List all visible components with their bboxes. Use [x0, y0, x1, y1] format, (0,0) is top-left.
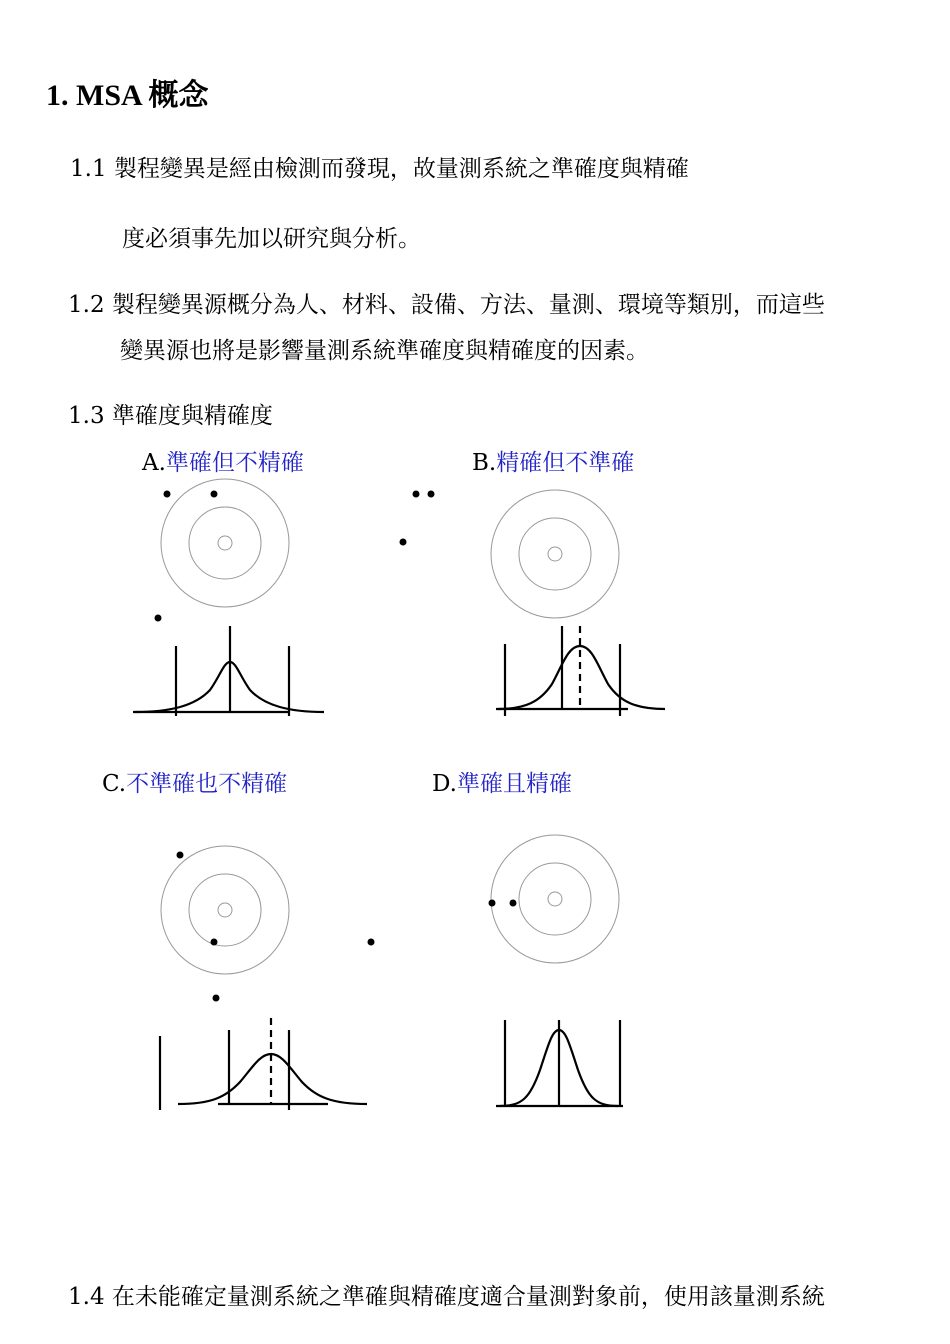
- figure-prefix: A.: [142, 450, 166, 476]
- figure-title: 不準確也不精確: [126, 771, 288, 797]
- section-text: 製程變異是經由檢測而發現，故量測系統之準確度與精確: [113, 156, 689, 182]
- distribution-d: [496, 1020, 623, 1106]
- figure-prefix: D.: [432, 771, 457, 797]
- shots-d: [489, 900, 517, 907]
- shots-b: [400, 491, 435, 546]
- figure-d-diagram: [489, 835, 624, 1106]
- section-text: 製程變異源概分為人、材料、設備、方法、量測、環境等類別，而這些: [111, 292, 825, 318]
- page-title: 1. MSA 概念: [46, 79, 209, 112]
- figure-title: 準確但不精確: [165, 450, 304, 476]
- section-number: 1.2: [68, 292, 105, 318]
- section-number: 1.1: [70, 156, 107, 182]
- figure-title: 精確但不準確: [496, 450, 635, 476]
- target-b: [491, 490, 619, 618]
- figure-title: 準確且精確: [456, 771, 572, 797]
- section-text: 準確度與精確度: [111, 403, 273, 429]
- section-1-2-continued: 變異源也將是影響量測系統準確度與精確度的因素。: [120, 338, 649, 364]
- target-d: [491, 835, 619, 963]
- section-number: 1.4: [68, 1284, 105, 1310]
- distribution-a: [133, 626, 324, 716]
- section-text: 在未能確定量測系統之準確與精確度適合量測對象前，使用該量測系統: [111, 1284, 825, 1310]
- section-1-1-continued: 度必須事先加以研究與分析。: [122, 226, 421, 252]
- shots-c: [177, 852, 375, 1002]
- figure-b-diagram: [400, 490, 666, 716]
- figure-c-diagram: [160, 846, 375, 1110]
- figure-a-diagram: [133, 479, 324, 716]
- section-1-4: [68, 1278, 825, 1311]
- distribution-b: [496, 626, 665, 716]
- section-number: 1.3: [68, 403, 105, 429]
- figure-prefix: C.: [102, 771, 127, 797]
- target-c: [161, 846, 289, 974]
- target-a: [161, 479, 289, 607]
- figure-prefix: B.: [472, 450, 497, 476]
- distribution-c: [160, 1018, 367, 1110]
- shots-a: [155, 491, 218, 622]
